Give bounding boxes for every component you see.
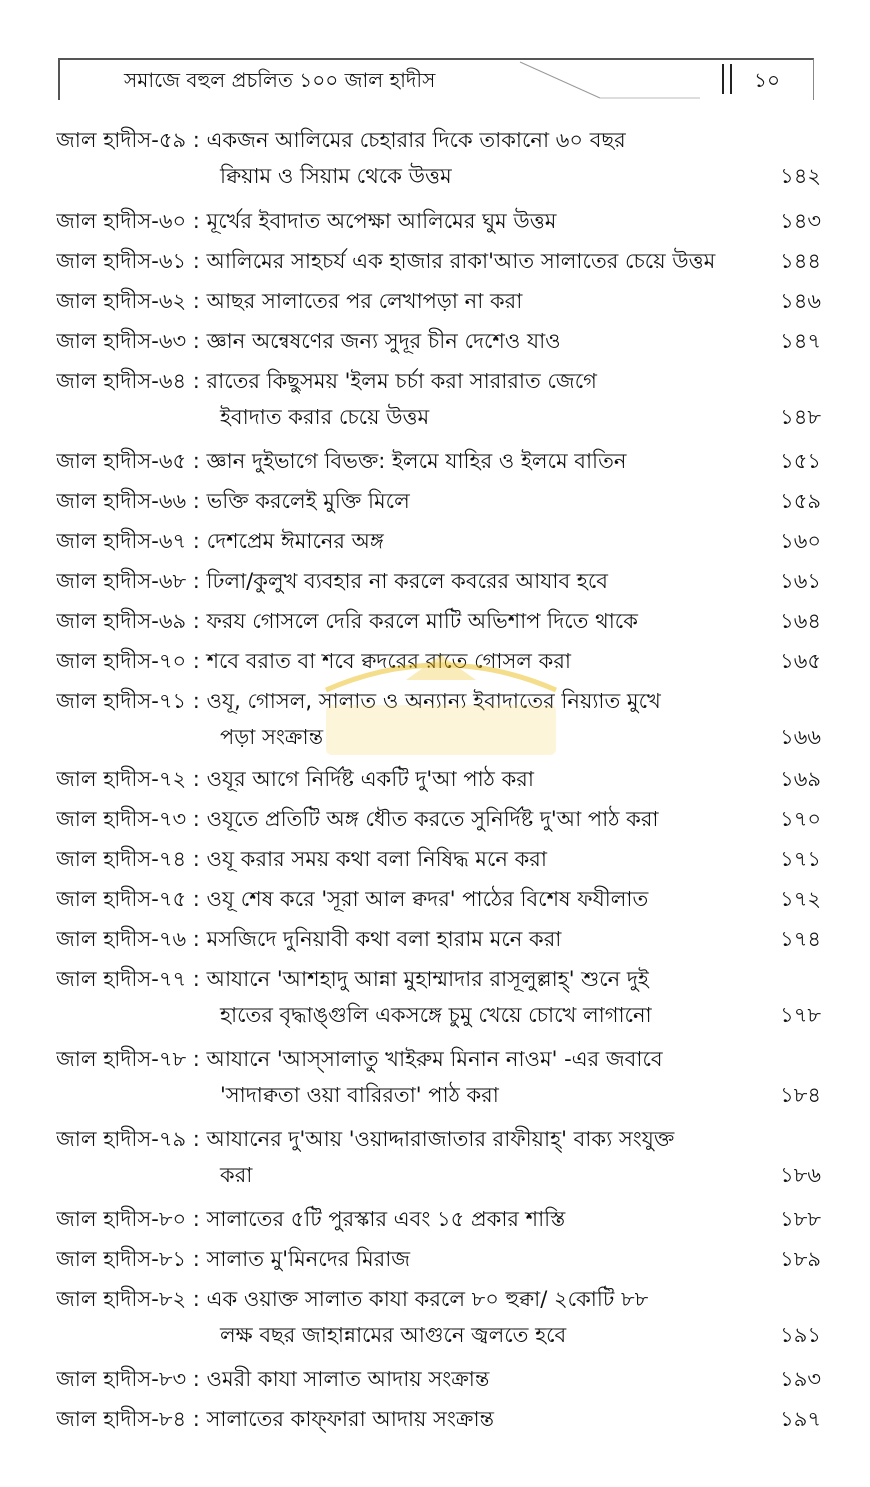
hadith-title-continued: ইবাদাত করার চেয়ে উত্তম — [220, 405, 430, 429]
hadith-label: জাল হাদীস-৭৮ : — [56, 1047, 200, 1071]
hadith-label: জাল হাদীস-৬১ : — [56, 249, 200, 273]
toc-entry-line — [56, 1401, 761, 1437]
toc-entry-line — [56, 683, 761, 719]
hadith-title: আযানে 'আস্‌সালাতু খাইরুম মিনান নাওম' -এর জবাবে — [206, 1047, 663, 1071]
page-reference: ১৬৫ — [780, 649, 821, 673]
toc-entry-line — [56, 1041, 761, 1077]
hadith-title: ওযূ, গোসল, সালাত ও অন্যান্য ইবাদাতের নিয়্যাত মুখে — [206, 689, 661, 713]
hadith-title: ওমরী কাযা সালাত আদায় সংক্রান্ত — [206, 1367, 490, 1391]
toc-entry — [56, 1401, 821, 1437]
toc-entry-line — [56, 283, 761, 319]
hadith-label: জাল হাদীস-৮২ : — [56, 1287, 200, 1311]
page-reference: ১৬৬ — [780, 725, 821, 749]
hadith-title-continued: করা — [220, 1163, 253, 1187]
toc-entry-line — [56, 761, 761, 797]
toc-entry-line — [56, 801, 761, 837]
hadith-title: আছর সালাতের পর লেখাপড়া না করা — [206, 289, 523, 313]
toc-entry — [56, 122, 821, 194]
hadith-label: জাল হাদীস-৭৪ : — [56, 847, 200, 871]
hadith-label: জাল হাদীস-৬৮ : — [56, 569, 200, 593]
toc-entry — [56, 363, 821, 435]
page-reference: ১৯১ — [780, 1323, 821, 1347]
toc-entry-line — [56, 643, 761, 679]
hadith-label: জাল হাদীস-৬৬ : — [56, 489, 200, 513]
toc-entry-line — [56, 881, 761, 917]
toc-entry — [56, 443, 821, 479]
page-reference: ১৭১ — [780, 847, 821, 871]
page-reference: ১৫১ — [780, 449, 821, 473]
toc-entry — [56, 1201, 821, 1237]
toc-entry-line — [56, 323, 761, 359]
hadith-label: জাল হাদীস-৬৩ : — [56, 329, 200, 353]
hadith-label: জাল হাদীস-৭২ : — [56, 767, 200, 791]
hadith-title: সালাতের কাফ্‌ফারা আদায় সংক্রান্ত — [206, 1407, 495, 1431]
page-reference: ১৭৪ — [780, 927, 821, 951]
page-reference: ১৮৮ — [780, 1207, 821, 1231]
toc-entry-line — [56, 603, 761, 639]
hadith-label: জাল হাদীস-৮৩ : — [56, 1367, 200, 1391]
toc-entry-line — [56, 122, 761, 158]
hadith-title: ভক্তি করলেই মুক্তি মিলে — [206, 489, 410, 513]
hadith-title-continued: লক্ষ বছর জাহান্নামের আগুনে জ্বলতে হবে — [220, 1323, 567, 1347]
hadith-title-continued: ক্বিয়াম ও সিয়াম থেকে উত্তম — [220, 164, 452, 188]
hadith-title: আলিমের সাহচর্য এক হাজার রাকা'আত সালাতের চেয়ে উত্তম — [206, 249, 716, 273]
hadith-title: ওযূর আগে নির্দিষ্ট একটি দু'আ পাঠ করা — [206, 767, 534, 791]
hadith-label: জাল হাদীস-৭৫ : — [56, 887, 200, 911]
toc-entry — [56, 801, 821, 837]
toc-entry-line — [56, 243, 761, 279]
page-reference: ১৮৬ — [780, 1163, 821, 1187]
page-reference: ১৭০ — [780, 807, 821, 831]
toc-entry — [56, 603, 821, 639]
toc-entry-line — [56, 563, 761, 599]
toc-entry-line — [56, 203, 761, 239]
hadith-label: জাল হাদীস-৭৯ : — [56, 1127, 200, 1151]
page-number: ১০ — [754, 68, 780, 92]
page-reference: ১৭৮ — [780, 1003, 821, 1027]
hadith-label: জাল হাদীস-৬৫ : — [56, 449, 200, 473]
toc-entry-line — [56, 1201, 761, 1237]
toc-entry-line — [56, 443, 761, 479]
toc-entry — [56, 563, 821, 599]
hadith-label: জাল হাদীস-৬০ : — [56, 209, 200, 233]
hadith-label: জাল হাদীস-৮১ : — [56, 1247, 200, 1271]
toc-entry-line — [56, 961, 761, 997]
hadith-title: আযানের দু'আয় 'ওয়াদ্দারাজাতার রাফীয়াহ্' বাক্য সংযুক্ত — [206, 1127, 675, 1151]
page-reference: ১৬৪ — [780, 609, 821, 633]
page-reference: ১৪২ — [780, 164, 821, 188]
toc-entry — [56, 921, 821, 957]
toc-entry-line — [56, 1121, 761, 1157]
toc-entry — [56, 483, 821, 519]
book-title: সমাজে বহুল প্রচলিত ১০০ জাল হাদীস — [124, 68, 436, 92]
hadith-label: জাল হাদীস-৭৬ : — [56, 927, 200, 951]
hadith-label: জাল হাদীস-৬৭ : — [56, 529, 200, 553]
toc-entry — [56, 761, 821, 797]
toc-entry — [56, 203, 821, 239]
toc-entry — [56, 841, 821, 877]
hadith-title-continued: পড়া সংক্রান্ত — [220, 725, 324, 749]
toc-entry — [56, 1361, 821, 1397]
hadith-title: ফরয গোসলে দেরি করলে মাটি অভিশাপ দিতে থাকে — [206, 609, 638, 633]
hadith-label: জাল হাদীস-৭০ : — [56, 649, 200, 673]
page-reference: ১৯৩ — [780, 1367, 821, 1391]
toc-entry-line — [56, 1361, 761, 1397]
toc-entry-line — [56, 1241, 761, 1277]
page-reference: ১৬০ — [780, 529, 821, 553]
page-reference: ১৬১ — [780, 569, 821, 593]
toc-entry — [56, 523, 821, 559]
hadith-title: ঢিলা/কুলুখ ব্যবহার না করলে কবরের আযাব হবে — [206, 569, 608, 593]
hadith-title: এক ওয়াক্ত সালাত কাযা করলে ৮০ হুক্বা/ ২কোটি ৮৮ — [206, 1287, 649, 1311]
hadith-title: মূর্খের ইবাদাত অপেক্ষা আলিমের ঘুম উত্তম — [206, 209, 557, 233]
hadith-title: জ্ঞান অন্বেষণের জন্য সুদূর চীন দেশেও যাও — [206, 329, 561, 353]
hadith-title: সালাতের ৫টি পুরস্কার এবং ১৫ প্রকার শাস্তি — [206, 1207, 566, 1231]
page-reference: ১৮৪ — [780, 1083, 821, 1107]
toc-entry — [56, 1121, 821, 1193]
page-reference: ১৪৩ — [780, 209, 821, 233]
hadith-title: ওযূ করার সময় কথা বলা নিষিদ্ধ মনে করা — [206, 847, 547, 871]
toc-entry — [56, 243, 821, 279]
hadith-title: সালাত মু'মিনদের মিরাজ — [206, 1247, 411, 1271]
hadith-label: জাল হাদীস-৭৩ : — [56, 807, 200, 831]
toc-entry-line — [56, 921, 761, 957]
hadith-title: ওযূতে প্রতিটি অঙ্গ ধৌত করতে সুনির্দিষ্ট দু'আ পাঠ করা — [206, 807, 659, 831]
hadith-title: রাতের কিছুসময় 'ইলম চর্চা করা সারারাত জেগে — [206, 369, 597, 393]
hadith-title-continued: 'সাদাক্বতা ওয়া বারিরতা' পাঠ করা — [220, 1083, 499, 1107]
page-reference: ১৪৪ — [780, 249, 821, 273]
hadith-title: মসজিদে দুনিয়াবী কথা বলা হারাম মনে করা — [206, 927, 562, 951]
toc-entry — [56, 1281, 821, 1353]
toc-entry — [56, 683, 821, 755]
hadith-title-continued: হাতের বৃদ্ধাঙ্গুলি একসঙ্গে চুমু খেয়ে চোখে লাগানো — [220, 1003, 652, 1027]
toc-entry-line — [56, 841, 761, 877]
toc-entry — [56, 643, 821, 679]
hadith-title: দেশপ্রেম ঈমানের অঙ্গ — [206, 529, 384, 553]
toc-entry-line — [56, 523, 761, 559]
toc-entry — [56, 1241, 821, 1277]
page-reference: ১৪৮ — [780, 405, 821, 429]
toc-entry-line — [56, 1281, 761, 1317]
hadith-label: জাল হাদীস-৬৯ : — [56, 609, 200, 633]
page-reference: ১৯৭ — [780, 1407, 821, 1431]
hadith-title: আযানে 'আশহাদু আন্না মুহাম্মাদার রাসূলুল্লাহ্' শুনে দুই — [206, 967, 649, 991]
page-reference: ১৮৯ — [780, 1247, 821, 1271]
toc-entry — [56, 283, 821, 319]
hadith-title: শবে বরাত বা শবে ক্বদরের রাতে গোসল করা — [206, 649, 571, 673]
hadith-label: জাল হাদীস-৫৯ : — [56, 128, 200, 152]
hadith-label: জাল হাদীস-৬২ : — [56, 289, 200, 313]
hadith-label: জাল হাদীস-৭১ : — [56, 689, 200, 713]
toc-entry — [56, 961, 821, 1033]
page-reference: ১৬৯ — [780, 767, 821, 791]
page-reference: ১৪৭ — [780, 329, 821, 353]
toc-entry-line — [56, 483, 761, 519]
hadith-label: জাল হাদীস-৮৪ : — [56, 1407, 200, 1431]
page-reference: ১৫৯ — [780, 489, 821, 513]
page-reference: ১৪৬ — [780, 289, 821, 313]
hadith-title: একজন আলিমের চেহারার দিকে তাকানো ৬০ বছর — [206, 128, 626, 152]
toc-entry-line — [56, 363, 761, 399]
toc-entry — [56, 323, 821, 359]
hadith-label: জাল হাদীস-৬৪ : — [56, 369, 200, 393]
page-reference: ১৭২ — [780, 887, 821, 911]
hadith-title: ওযূ শেষ করে 'সূরা আল ক্বদর' পাঠের বিশেষ ফযীলাত — [206, 887, 649, 911]
toc-entry — [56, 1041, 821, 1113]
toc-entry — [56, 881, 821, 917]
hadith-label: জাল হাদীস-৭৭ : — [56, 967, 200, 991]
hadith-title: জ্ঞান দুইভাগে বিভক্ত: ইলমে যাহির ও ইলমে বাতিন — [206, 449, 627, 473]
hadith-label: জাল হাদীস-৮০ : — [56, 1207, 200, 1231]
